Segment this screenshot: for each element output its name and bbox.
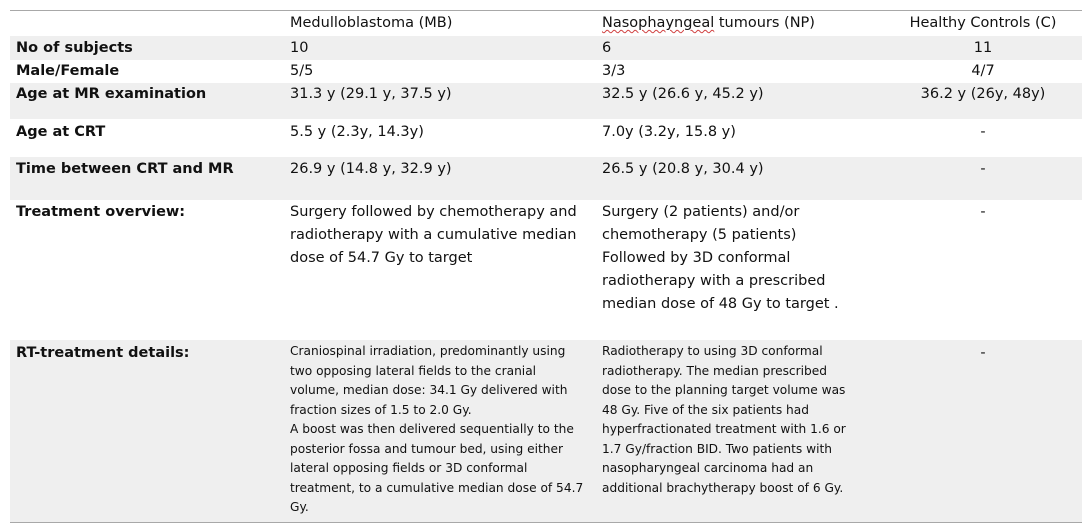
cell-np-age-mr: 32.5 y (26.6 y, 45.2 y) bbox=[602, 86, 764, 102]
cell-mb-treatment: Surgery followed by chemotherapy and radiotherapy with a cumulative median dose of 54.7 Gy to target bbox=[290, 204, 577, 266]
table-row-rt-details bbox=[10, 340, 1082, 522]
cell-mb-age-mr: 31.3 y (29.1 y, 37.5 y) bbox=[290, 86, 452, 102]
header-medulloblastoma: Medulloblastoma (MB) bbox=[290, 15, 453, 31]
table-row-subjects bbox=[10, 36, 1082, 60]
header-nasopharyngeal-rest: tumours (NP) bbox=[714, 15, 815, 31]
cell-hc-subjects: 11 bbox=[973, 40, 993, 56]
cell-np-treatment: Surgery (2 patients) and/or chemotherapy (5 patients) Followed by 3D conformal radiotherapy with a prescribed median dose of 48 Gy to target . bbox=[602, 204, 839, 312]
header-nasopharyngeal bbox=[602, 15, 892, 31]
cell-np-age-crt: 7.0y (3.2y, 15.8 y) bbox=[602, 124, 736, 140]
cell-hc-rt-details: - bbox=[980, 345, 986, 361]
cell-hc-age-mr: 36.2 y (26y, 48y) bbox=[920, 86, 1046, 102]
row-label-age-mr: Age at MR examination bbox=[16, 86, 207, 102]
table-top-rule bbox=[10, 10, 1082, 11]
table-row-treatment bbox=[10, 200, 1082, 340]
row-label-subjects: No of subjects bbox=[16, 40, 133, 56]
cell-hc-age-crt: - bbox=[980, 124, 986, 140]
cell-hc-sex: 4/7 bbox=[971, 63, 995, 79]
cell-mb-sex: 5/5 bbox=[290, 63, 314, 79]
row-label-time-crt-mr: Time between CRT and MR bbox=[16, 161, 234, 177]
cell-np-sex: 3/3 bbox=[602, 63, 626, 79]
row-label-sex: Male/Female bbox=[16, 63, 120, 79]
table-bottom-rule bbox=[10, 522, 1082, 523]
cell-np-rt-details: Radiotherapy to using 3D conformal radiotherapy. The median prescribed dose to the planning target volume was 48 Gy. Five of the six patients had hyperfractionated treatment with 1.6 or 1.7 Gy/fraction BID. Two patients with nasopharyngeal carcinoma had an additional brachytherapy boost of 6 Gy. bbox=[602, 344, 846, 495]
cell-mb-rt-details: Craniospinal irradiation, predominantly using two opposing lateral fields to the cranial volume, median dose: 34.1 Gy delivered with fraction sizes of 1.5 to 2.0 Gy. A boost was then delivered sequentially to the posterior fossa and tumour bed, using either lateral opposing fields or 3D conformal treatment, to a cumulative median dose of 54.7 Gy. bbox=[290, 344, 584, 514]
cell-mb-subjects: 10 bbox=[290, 40, 309, 56]
header-healthy-controls: Healthy Controls (C) bbox=[909, 15, 1057, 31]
row-label-age-crt: Age at CRT bbox=[16, 124, 106, 140]
row-label-rt-details: RT-treatment details: bbox=[16, 345, 190, 361]
table-row-sex bbox=[10, 60, 1082, 83]
header-nasopharyngeal-misspelled-word: Nasophayngeal bbox=[602, 15, 715, 31]
cell-mb-age-crt: 5.5 y (2.3y, 14.3y) bbox=[290, 124, 424, 140]
table-row-time-crt-mr bbox=[10, 157, 1082, 200]
cell-hc-time-crt-mr: - bbox=[980, 161, 986, 177]
cell-mb-time-crt-mr: 26.9 y (14.8 y, 32.9 y) bbox=[290, 161, 452, 177]
cell-hc-treatment: - bbox=[980, 204, 986, 220]
table-row-age-mr bbox=[10, 83, 1082, 119]
table-row-age-crt bbox=[10, 119, 1082, 157]
patient-characteristics-table bbox=[10, 10, 1082, 523]
cell-np-subjects: 6 bbox=[602, 40, 612, 56]
row-label-treatment: Treatment overview: bbox=[16, 204, 186, 220]
cell-np-time-crt-mr: 26.5 y (20.8 y, 30.4 y) bbox=[602, 161, 764, 177]
